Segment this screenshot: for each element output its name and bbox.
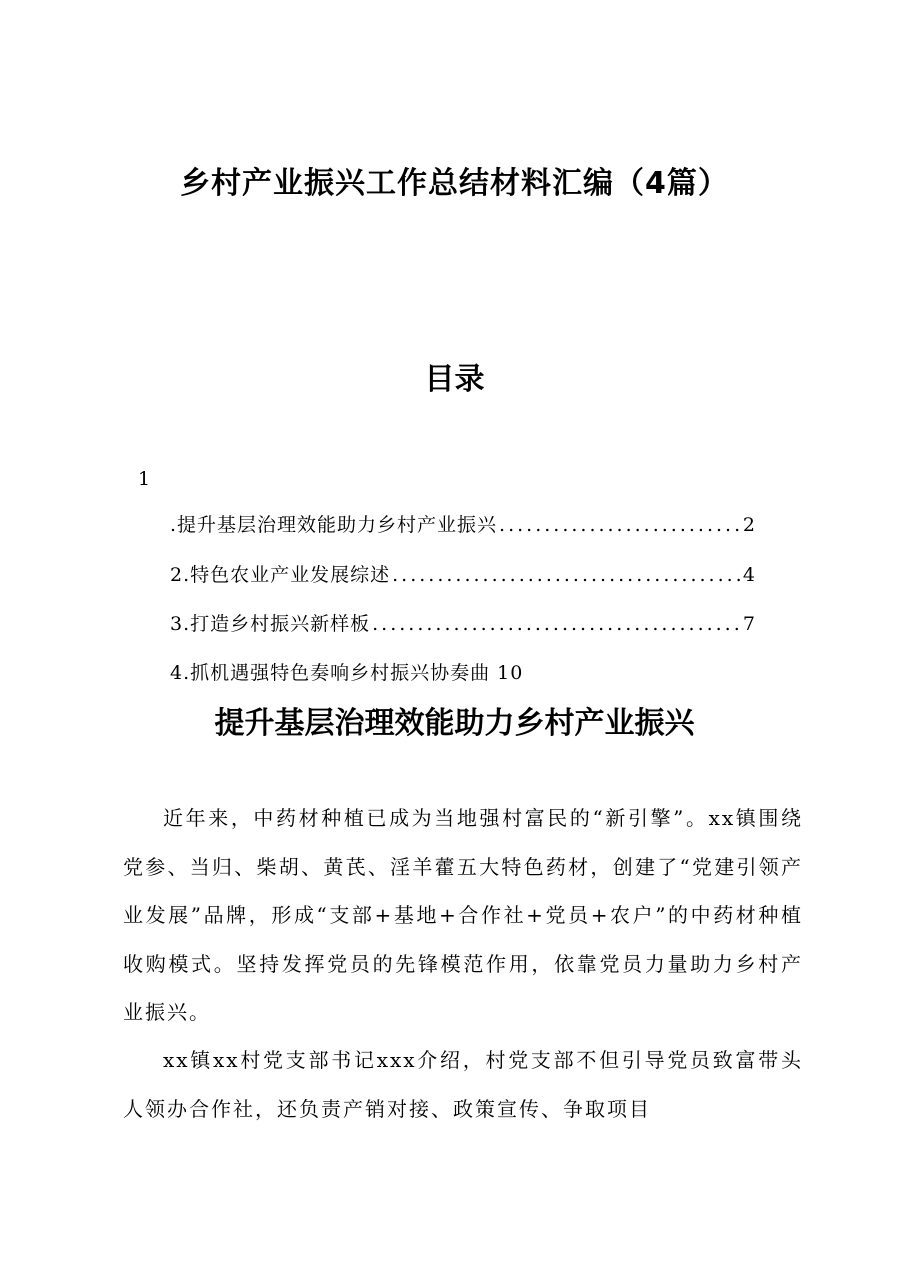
- toc-item-label: 3.打造乡村振兴新样板: [170, 613, 371, 635]
- body-paragraph: 近年来，中药材种植已成为当地强村富民的“新引擎”。xx镇围绕党参、当归、柴胡、黄芪、淫羊藿五大特色药材，创建了“党建引领产业发展”品牌，形成“支部+基地+合作社+党员+农户”的中药材种植收购模式。坚持发挥党员的先锋模范作用，依靠党员力量助力乡村产业振兴。: [123, 806, 803, 1024]
- toc-leader-dots: [372, 609, 741, 639]
- toc-heading: 目录: [424, 362, 485, 397]
- toc-leader-dots: [499, 510, 741, 540]
- toc-leader-dots: [392, 560, 741, 590]
- document-title: 乡村产业振兴工作总结材料汇编（4篇）: [180, 166, 729, 201]
- toc-item-label: .提升基层治理效能助力乡村产业振兴: [170, 514, 498, 536]
- toc-item[interactable]: [170, 510, 756, 540]
- toc-item[interactable]: [170, 658, 523, 688]
- section-title: 提升基层治理效能助力乡村产业振兴: [214, 706, 695, 741]
- toc-item[interactable]: [170, 609, 756, 639]
- toc-item-label: 4.抓机遇强特色奏响乡村振兴协奏曲 10: [170, 662, 524, 684]
- toc-item-label: 2.特色农业产业发展综述: [170, 564, 391, 586]
- toc-leading-number: 1: [138, 468, 151, 490]
- toc-item-page: 4: [742, 564, 756, 586]
- body-paragraph: xx镇xx村党支部书记xxx介绍，村党支部不但引导党员致富带头人领办合作社，还负责产销对接、政策宣传、争取项目: [123, 1048, 803, 1121]
- toc-item-page: 7: [742, 613, 756, 635]
- toc-item[interactable]: [170, 560, 756, 590]
- toc-item-page: 2: [742, 514, 756, 536]
